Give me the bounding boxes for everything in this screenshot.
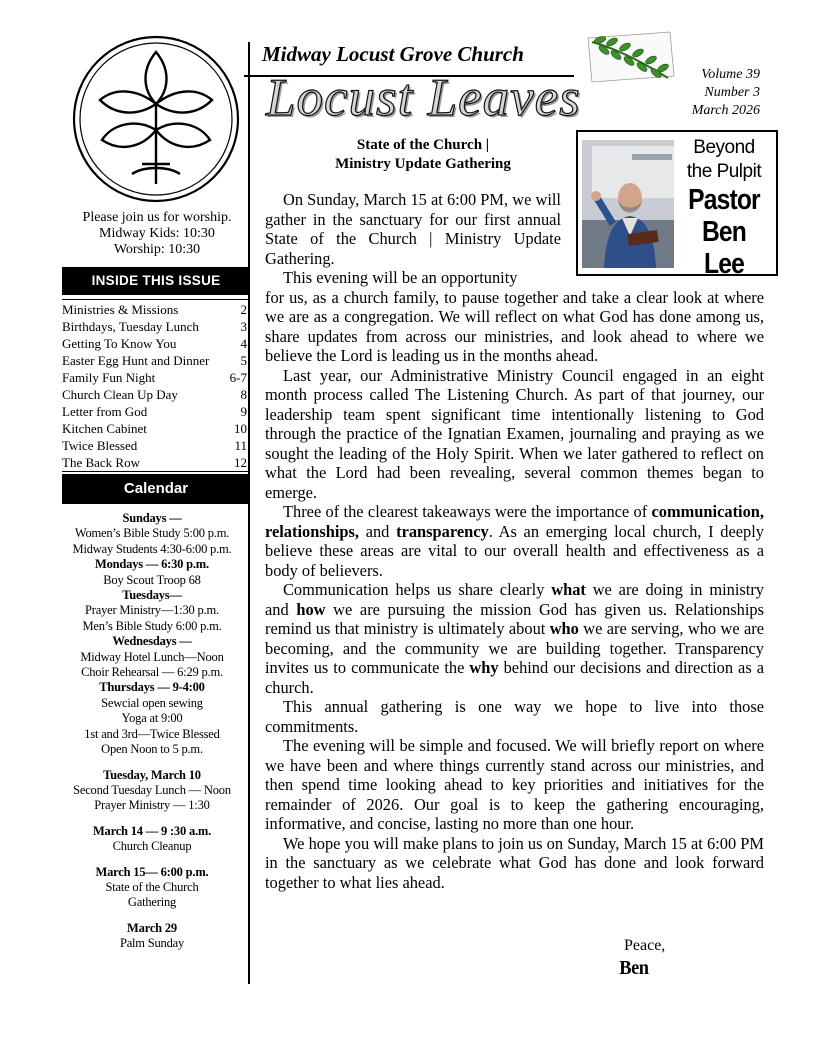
calendar-heading: Calendar bbox=[62, 474, 250, 504]
toc-page: 4 bbox=[240, 336, 247, 351]
calendar-date: Sundays — bbox=[122, 511, 182, 525]
worship-time: Worship: 10:30 bbox=[113, 242, 201, 257]
toc-item bbox=[62, 369, 249, 386]
issue-number: Number 3 bbox=[704, 85, 760, 100]
calendar-event: State of the Church bbox=[105, 879, 199, 894]
paragraph-5: Communication helps us share clearly what we are doing in ministry and how we are pursuing the mission God has given us. Relationships remind us that ministry is ultimately about who we are serving, who we are becoming, and the community we are building together. Transparency invites us to communicate the why behind our decisions and direction as a church. bbox=[265, 580, 764, 697]
toc-page: 5 bbox=[240, 353, 247, 368]
paragraph-8: We hope you will make plans to join us on Sunday, March 15 at 6:00 PM in the sanctuary as we celebrate what God has done and look forward together to what lies ahead. bbox=[265, 833, 764, 892]
closing: Peace, bbox=[624, 937, 666, 954]
church-name: Midway Locust Grove Church bbox=[262, 42, 524, 66]
calendar-event: Men’s Bible Study 6:00 p.m. bbox=[82, 618, 222, 633]
caption-pastor: Pastor bbox=[688, 184, 760, 216]
toc-page: 11 bbox=[234, 438, 247, 453]
calendar-date: March 15— 6:00 p.m. bbox=[95, 864, 209, 879]
toc-title: Letter from God bbox=[62, 404, 148, 419]
calendar-date: Tuesday, March 10 bbox=[103, 767, 201, 782]
calendar-list bbox=[56, 511, 248, 952]
calendar-event: Choir Rehearsal — 6:29 p.m. bbox=[81, 665, 223, 680]
issue-date: March 2026 bbox=[691, 103, 760, 118]
calendar-event: Palm Sunday bbox=[119, 936, 185, 951]
toc-item bbox=[62, 301, 249, 318]
toc-page: 3 bbox=[240, 319, 247, 334]
toc-item bbox=[62, 352, 249, 369]
church-logo-icon bbox=[72, 34, 240, 204]
paragraph-2a: This evening will be an opportunity bbox=[283, 268, 518, 287]
toc-item bbox=[62, 454, 249, 471]
kids-time: Midway Kids: 10:30 bbox=[99, 226, 215, 241]
calendar-spacer bbox=[56, 911, 248, 921]
toc-item bbox=[62, 386, 249, 403]
toc-title: The Back Row bbox=[62, 455, 140, 470]
calendar-spacer bbox=[56, 814, 248, 824]
calendar-date: March 14 — 9 :30 a.m. bbox=[92, 823, 212, 838]
calendar-event: Midway Students 4:30-6:00 p.m. bbox=[72, 541, 232, 556]
toc-item bbox=[62, 437, 249, 454]
calendar-event: Boy Scout Troop 68 bbox=[103, 572, 201, 587]
toc-title: Church Clean Up Day bbox=[62, 387, 178, 402]
paragraph-7: The evening will be simple and focused. We will briefly report on where we have been and where things currently stand across our ministries, and then spend time looking ahead to key priorities and initiatives for the remainder of 2026. Our goal is to keep the gathering encouraging, informative, and concise, lasting no more than one hour. bbox=[265, 736, 764, 833]
calendar-spacer bbox=[56, 758, 248, 768]
article-title-line2: Ministry Update Gathering bbox=[335, 156, 511, 172]
toc-title: Ministries & Missions bbox=[62, 302, 179, 317]
article-title bbox=[268, 136, 578, 174]
calendar-event: Midway Hotel Lunch—Noon bbox=[80, 649, 224, 664]
calendar-spacer bbox=[56, 855, 248, 865]
toc-page: 10 bbox=[234, 421, 247, 436]
calendar-date: Wednesdays — bbox=[112, 634, 192, 649]
paragraph-6: This annual gathering is one way we hope to live into those commitments. bbox=[265, 697, 764, 736]
toc-page: 9 bbox=[240, 404, 247, 419]
calendar-event: Second Tuesday Lunch — Noon bbox=[73, 782, 231, 797]
article-title-line1: State of the Church | bbox=[356, 137, 490, 153]
calendar-event: Sewcial open sewing bbox=[101, 695, 203, 710]
paragraph-1: On Sunday, March 15 at 6:00 PM, we will gather in the sanctuary for our first annual State of the Church | Ministry Update Gathering. bbox=[265, 190, 561, 268]
calendar-date: Mondays — 6:30 p.m. bbox=[95, 557, 209, 572]
toc-page: 2 bbox=[240, 302, 247, 317]
calendar-event: Gathering bbox=[127, 895, 177, 910]
toc-title: Getting To Know You bbox=[62, 336, 177, 351]
calendar-event: Yoga at 9:00 bbox=[121, 711, 183, 726]
caption-name: Ben Lee bbox=[701, 216, 747, 280]
calendar-event: Prayer Ministry—1:30 p.m. bbox=[85, 603, 219, 618]
signature: Ben bbox=[619, 957, 649, 979]
inside-this-issue-heading: INSIDE THIS ISSUE bbox=[62, 267, 250, 295]
toc-item bbox=[62, 318, 249, 335]
toc-item bbox=[62, 335, 249, 352]
worship-invite: Please join us for worship. bbox=[82, 210, 232, 225]
toc-item bbox=[62, 420, 249, 437]
calendar-date: March 29 bbox=[127, 920, 177, 935]
article-body bbox=[265, 190, 764, 892]
volume: Volume 39 bbox=[701, 67, 760, 82]
caption-beyond: Beyond bbox=[693, 137, 755, 158]
toc-title: Easter Egg Hunt and Dinner bbox=[62, 353, 210, 368]
calendar-event: Church Cleanup bbox=[112, 839, 192, 854]
paragraph-2b: for us, as a church family, to pause together and take a clear look at where we are as a congregation. We will reflect on what God has done among us, share updates from across our ministries, and look ahead to where we believe the Lord is leading us in the months ahead. bbox=[265, 287, 764, 365]
toc-page: 12 bbox=[234, 455, 247, 470]
calendar-event: 1st and 3rd—Twice Blessed bbox=[84, 726, 220, 741]
calendar-event: Open Noon to 5 p.m. bbox=[101, 742, 203, 757]
newsletter-masthead: Locust Leaves bbox=[266, 69, 581, 127]
toc-page: 8 bbox=[240, 387, 247, 402]
toc-title: Kitchen Cabinet bbox=[62, 421, 147, 436]
calendar-date: Thursdays — 9-4:00 bbox=[99, 680, 205, 695]
calendar-event: Women’s Bible Study 5:00 p.m. bbox=[74, 526, 230, 541]
toc-title: Birthdays, Tuesday Lunch bbox=[62, 319, 199, 334]
calendar-date: Tuesdays— bbox=[122, 588, 182, 603]
toc-title: Family Fun Night bbox=[62, 370, 156, 385]
toc-title: Twice Blessed bbox=[62, 438, 138, 453]
toc-item bbox=[62, 403, 249, 420]
toc-page: 6-7 bbox=[229, 370, 247, 385]
calendar-event: Prayer Ministry — 1:30 bbox=[94, 798, 210, 813]
worship-times bbox=[62, 210, 252, 258]
table-of-contents bbox=[62, 299, 249, 472]
paragraph-3: Last year, our Administrative Ministry Council engaged in an eight month process called The Listening Church. As part of that journey, our leadership team spent significant time intentionally listening to God through the practice of the Ignatian Examen, journaling and praying as we sought the leading of the Holy Spirit. When we later gathered to reflect on what the Lord had been revealing, several common themes began to emerge. bbox=[265, 365, 764, 502]
issue-info bbox=[660, 66, 760, 120]
paragraph-4: Three of the clearest takeaways were the importance of communication, relationships, and transparency. As an emerging local church, I deeply believe these areas are vital to our overall health and effectiveness as a body of believers. bbox=[265, 502, 764, 580]
caption-pulpit: the Pulpit bbox=[686, 161, 762, 182]
